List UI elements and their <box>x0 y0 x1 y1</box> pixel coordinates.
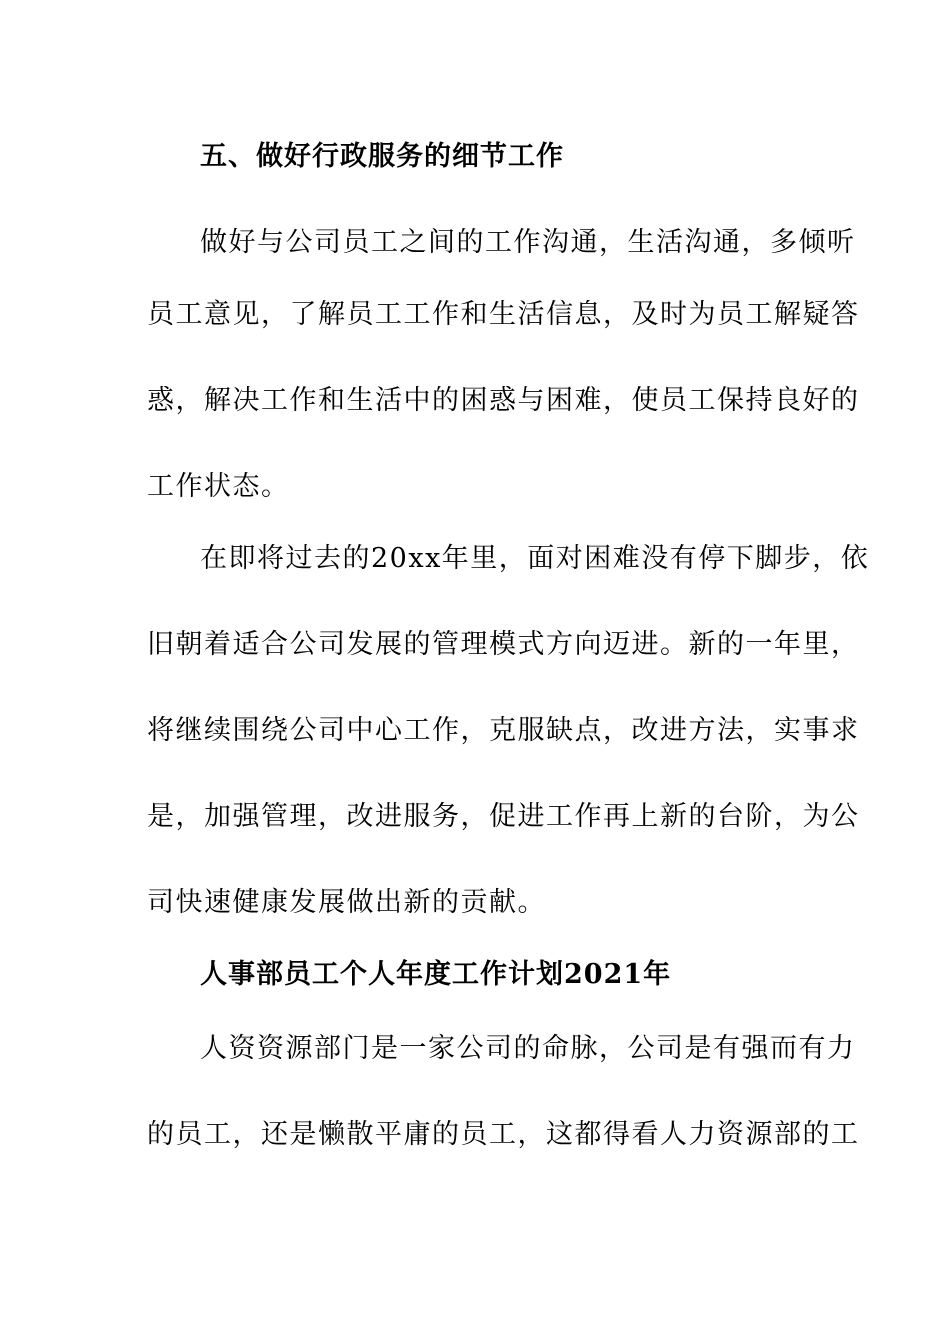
paragraph-line: 旧朝着适合公司发展的管理模式方向迈进。新的一年里， <box>147 629 860 660</box>
paragraph-line: 工作状态。 <box>147 471 290 502</box>
paragraph-line: 人资资源部门是一家公司的命脉，公司是有强而有力 <box>200 1033 856 1064</box>
paragraph-line: 惑，解决工作和生活中的困惑与困难，使员工保持良好的 <box>147 385 860 416</box>
section-heading: 五、做好行政服务的细节工作 <box>200 141 564 172</box>
section-heading: 人事部员工个人年度工作计划2021年 <box>200 959 672 990</box>
paragraph-line: 司快速健康发展做出新的贡献。 <box>147 887 546 918</box>
paragraph-line: 在即将过去的20xx年里，面对困难没有停下脚步，依 <box>200 543 870 574</box>
paragraph-line: 做好与公司员工之间的工作沟通，生活沟通，多倾听 <box>200 227 856 258</box>
paragraph-line: 将继续围绕公司中心工作，克服缺点，改进方法，实事求 <box>147 715 860 746</box>
paragraph-line: 员工意见，了解员工工作和生活信息，及时为员工解疑答 <box>147 299 860 330</box>
paragraph-line: 是，加强管理，改进服务，促进工作再上新的台阶，为公 <box>147 801 860 832</box>
paragraph-line: 的员工，还是懒散平庸的员工，这都得看人力资源部的工 <box>147 1119 860 1150</box>
